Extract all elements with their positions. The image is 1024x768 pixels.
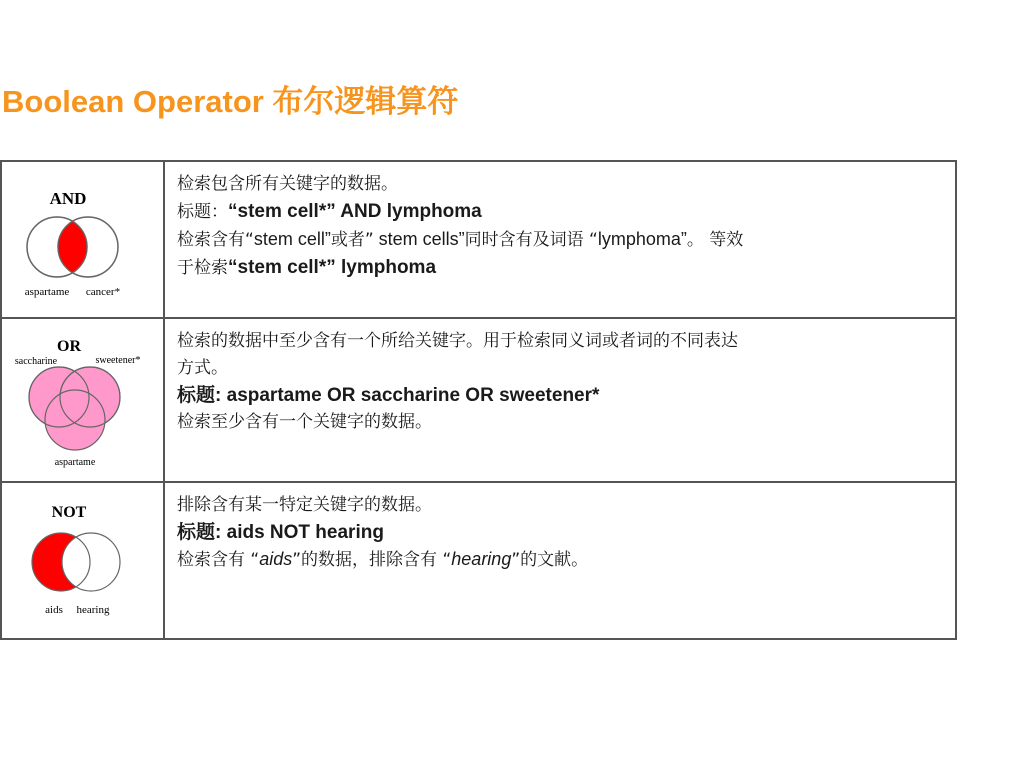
not-line3-aids: aids [259,549,293,569]
and-desc-line4 [177,254,943,282]
and-example-label: 标题： [177,202,228,222]
boolean-operators-table [0,160,957,640]
not-example-label: 标题 [177,522,216,543]
not-example-query: : aids NOT hearing [215,522,384,543]
and-line3-part-c: 或者” [330,230,374,250]
not-desc-line3 [177,546,943,574]
or-desc-line4: 检索至少含有一个关键字的数据。 [177,412,432,432]
or-diagram-cell [1,318,164,482]
not-label-aids: aids [45,604,63,616]
table-row-and [1,161,956,318]
or-example-label: 标题 [177,385,216,406]
and-label-aspartame: aspartame [24,286,70,298]
not-label-hearing: hearing [76,604,110,616]
not-venn-diagram [2,483,163,638]
and-line3-part-g: 。 等效 [686,230,744,250]
and-line3-part-d: stem cells” [373,229,465,249]
or-label-saccharine: saccharine [14,356,58,367]
not-line3-hearing: hearing [451,549,512,569]
table-row-or [1,318,956,482]
and-desc-line1: 检索包含所有关键字的数据。 [177,174,398,194]
or-venn-diagram [2,319,163,481]
and-line3-part-f: lymphoma” [597,229,687,249]
not-line3-part-c: ”的数据，排除含有 “ [292,550,452,570]
and-desc-line3 [177,226,943,254]
and-example-query: “stem cell*” AND lymphoma [228,201,482,222]
not-desc-line1: 排除含有某一特定关键字的数据。 [177,495,432,515]
and-venn-diagram [2,162,163,317]
or-example-line [177,382,943,409]
and-example-line [177,198,943,226]
slide-title: Boolean Operator 布尔逻辑算符 [2,84,459,119]
and-line3-part-e: 同时含有及词语 “ [464,230,598,250]
not-line3-part-a: 检索含有 “ [177,550,260,570]
table-row-not [1,482,956,639]
and-line3-part-a: 检索含有“ [177,230,254,250]
or-description [164,318,956,482]
or-desc-line2: 方式。 [177,358,228,378]
not-line3-part-e: ”的文献。 [511,550,589,570]
and-label-cancer: cancer* [85,286,121,298]
not-description [164,482,956,639]
and-line3-part-b: stem cell” [253,229,331,249]
not-example-line [177,519,943,546]
not-diagram-cell [1,482,164,639]
or-example-query: : aspartame OR saccharine OR sweetener* [215,385,600,406]
and-description [164,161,956,318]
and-line4-part-a: 于检索 [177,258,228,278]
or-heading: OR [57,338,81,355]
and-diagram-cell [1,161,164,318]
or-label-aspartame: aspartame [54,457,96,468]
not-heading: NOT [51,504,87,521]
or-bottom-circle [45,390,105,450]
or-desc-line1: 检索的数据中至少含有一个所给关键字。用于检索同义词或者词的不同表达 [177,331,738,351]
or-label-sweetener: sweetener* [95,355,141,366]
and-heading: AND [49,189,87,208]
and-line4-query: “stem cell*” lymphoma [228,257,437,278]
